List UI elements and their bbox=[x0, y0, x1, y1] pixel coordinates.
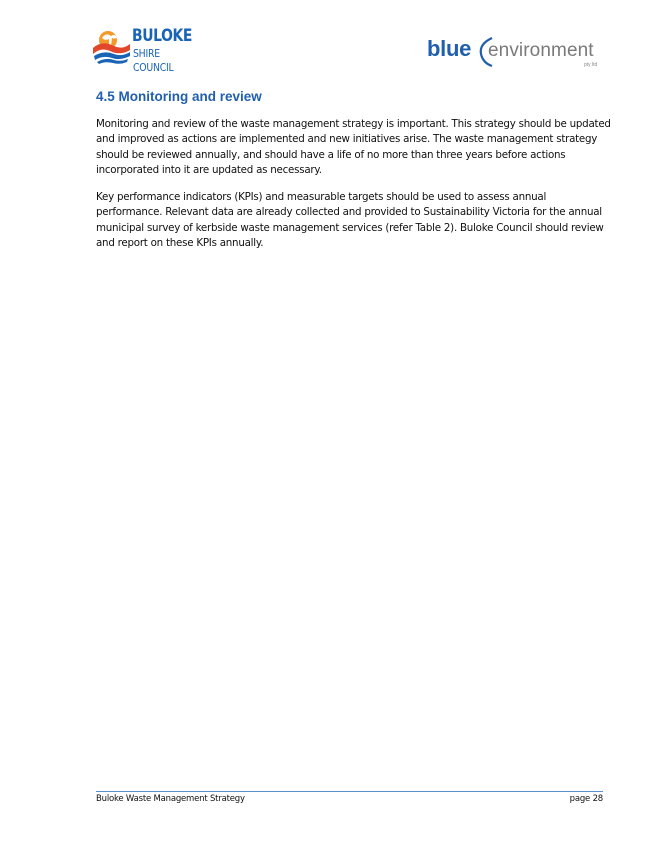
blue-environment-logo bbox=[427, 36, 607, 70]
body-paragraph: Monitoring and review of the waste management strategy is important. This strategy should be updated and improved as actions are implemented and new initiatives arise. The waste management strategy should be reviewed annually, and should have a life of no more than three years before actions incorporated into it are updated as necessary. bbox=[96, 118, 611, 176]
council-logo-name: BULOKE bbox=[132, 26, 193, 46]
footer-divider bbox=[96, 791, 603, 792]
footer-document-title: Buloke Waste Management Strategy bbox=[96, 794, 245, 804]
consultant-logo-suffix: pty ltd bbox=[584, 62, 598, 68]
council-logo-subtitle: SHIRE COUNCIL bbox=[133, 47, 174, 74]
consultant-logo-environment-word: environment bbox=[488, 40, 594, 61]
section-heading: 4.5 Monitoring and review bbox=[96, 89, 262, 104]
consultant-logo-blue-word: blue bbox=[427, 36, 472, 61]
buloke-shire-council-logo bbox=[92, 24, 193, 74]
buloke-emblem-icon bbox=[92, 26, 132, 66]
footer-page-number: page 28 bbox=[569, 794, 603, 804]
body-paragraph: Key performance indicators (KPIs) and measurable targets should be used to assess annual performance. Relevant data are already collected and provided to Sustainability Victoria for the annual municipal survey of kerbside waste management services (refer Table 2). Buloke Council should review and report on these KPIs annually. bbox=[96, 191, 604, 249]
